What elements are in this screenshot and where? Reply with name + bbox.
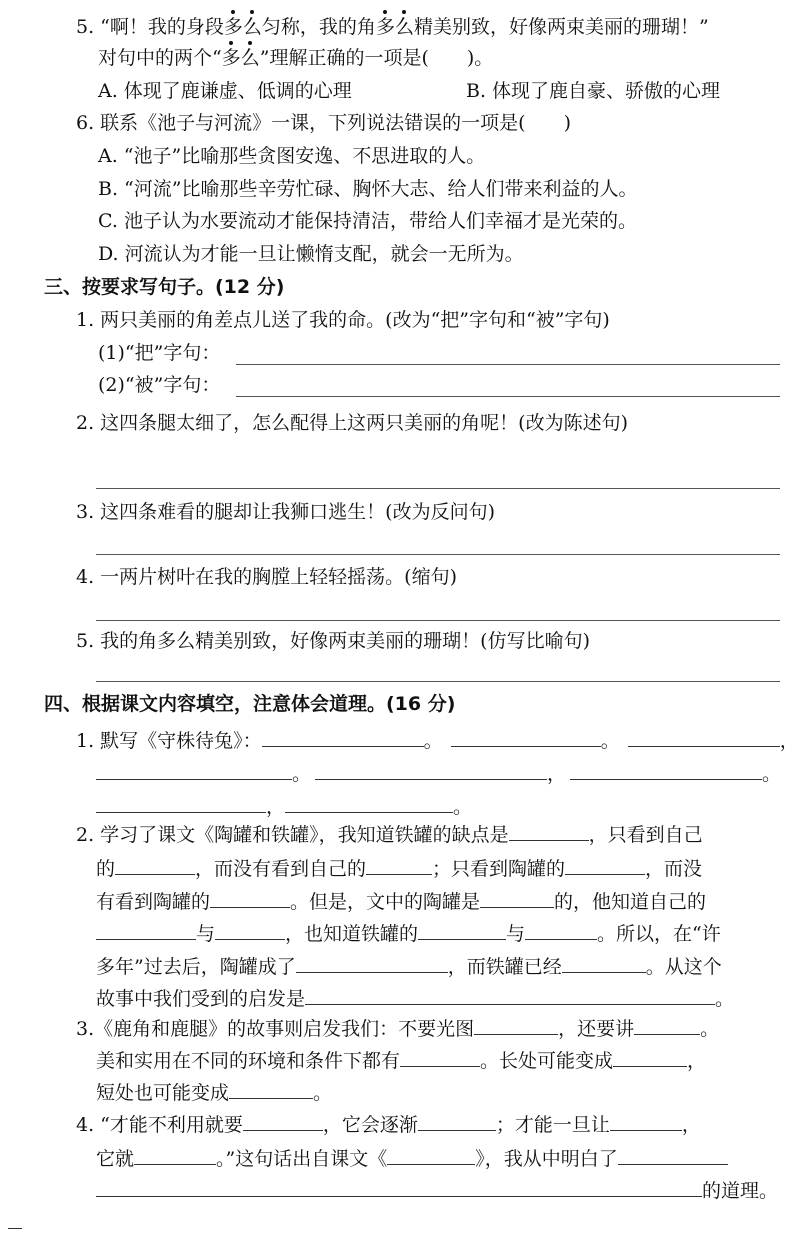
blank[interactable] [451, 724, 601, 747]
emphasis-dot-char: 么 [243, 12, 262, 42]
sec4-q2-line3: 有看到陶罐的 。但是，文中的陶罐是 的，他知道自己的 [96, 885, 706, 917]
blank[interactable] [565, 852, 645, 875]
sec3-q1-bei-label: (2)“被”字句： [98, 374, 221, 396]
q5-line1: 5. “啊！我的身段多么匀称，我的角多么精美别致，好像两束美丽的珊瑚！” [76, 12, 709, 42]
blank[interactable] [96, 757, 292, 780]
sec3-q1-ba-label: (1)“把”字句： [98, 342, 221, 364]
blank[interactable] [618, 1142, 728, 1165]
blank[interactable] [613, 1044, 687, 1067]
answer-line[interactable] [96, 620, 780, 621]
blank[interactable] [96, 917, 196, 940]
blank[interactable] [480, 885, 554, 908]
blank[interactable] [418, 1108, 496, 1131]
blank[interactable] [610, 1108, 682, 1131]
blank[interactable] [96, 1174, 702, 1197]
answer-line[interactable] [236, 396, 780, 397]
q5-option-a: A. 体现了鹿谦虚、低调的心理 [98, 80, 352, 102]
emphasis-dot-char: 多 [224, 12, 243, 42]
emphasis-dot-char: 多 [222, 43, 241, 73]
blank[interactable] [525, 917, 597, 940]
sec4-q3-line2: 美和实用在不同的环境和条件下都有 。长处可能变成 ， [96, 1044, 706, 1076]
blank[interactable] [210, 885, 290, 908]
blank[interactable] [562, 950, 646, 973]
blank[interactable] [474, 1012, 558, 1035]
sec3-q5: 5. 我的角多么精美别致，好像两束美丽的珊瑚！(仿写比喻句) [76, 630, 590, 652]
sec4-q1-line3: ， 。 [96, 790, 472, 822]
sec4-q2-line2: 的 ，而没有看到自己的 ；只看到陶罐的 ，而没 [96, 852, 702, 884]
sec4-q2-line4: 与 ，也知道铁罐的 与 。所以，在“许 [96, 917, 721, 949]
sec4-q4-line3: 的道理。 [96, 1174, 778, 1206]
blank[interactable] [509, 818, 589, 841]
q5-line2: 对句中的两个“多么”理解正确的一项是( )。 [98, 43, 493, 73]
answer-line[interactable] [96, 488, 780, 489]
sec4-q3-line3: 短处也可能变成 。 [96, 1076, 332, 1108]
q5-option-b: B. 体现了鹿自豪、骄傲的心理 [466, 80, 721, 102]
blank[interactable] [628, 724, 780, 747]
blank[interactable] [285, 790, 453, 813]
sec4-q2-line5: 多年”过去后，陶罐成了 ，而铁罐已经 。从这个 [96, 950, 722, 982]
blank[interactable] [134, 1142, 216, 1165]
answer-line[interactable] [96, 681, 780, 682]
q6-option-c: C. 池子认为水要流动才能保持清洁，带给人们幸福才是光荣的。 [98, 210, 637, 232]
blank[interactable] [96, 790, 266, 813]
sec4-q4-line1: 4. “才能不利用就要 ，它会逐渐 ；才能一旦让 ， [76, 1108, 701, 1140]
answer-line[interactable] [236, 364, 780, 365]
sec4-q4-line2: 它就 。”这句话出自课文《 》，我从中明白了 [96, 1142, 728, 1174]
blank[interactable] [115, 852, 195, 875]
blank[interactable] [387, 1142, 475, 1165]
emphasis-dot-char: 么 [241, 43, 260, 73]
sec3-q4: 4. 一两片树叶在我的胸膛上轻轻摇荡。(缩句) [76, 566, 457, 588]
answer-line[interactable] [96, 554, 780, 555]
q6-option-b: B. “河流”比喻那些辛劳忙碌、胸怀大志、给人们带来利益的人。 [98, 178, 638, 200]
emphasis-dot-char: 多 [376, 12, 395, 42]
sec3-q3: 3. 这四条难看的腿却让我狮口逃生！(改为反问句) [76, 501, 495, 523]
sec3-q2: 2. 这四条腿太细了，怎么配得上这两只美丽的角呢！(改为陈述句) [76, 412, 628, 434]
sec4-q3-line1: 3.《鹿角和鹿腿》的故事则启发我们：不要光图 ，还要讲 。 [76, 1012, 719, 1044]
blank[interactable] [418, 917, 506, 940]
blank[interactable] [570, 757, 762, 780]
blank[interactable] [229, 1076, 313, 1099]
q6-stem: 6. 联系《池子与河流》一课，下列说法错误的一项是( ) [76, 112, 571, 134]
sec4-q1-line2: 。 ， 。 [96, 757, 781, 789]
blank[interactable] [366, 852, 432, 875]
sec3-q1: 1. 两只美丽的角差点儿送了我的命。(改为“把”字句和“被”字句) [76, 309, 610, 331]
section-4-title: 四、根据课文内容填空，注意体会道理。(16 分) [44, 693, 456, 715]
blank[interactable] [262, 724, 424, 747]
sec4-q2-line6: 故事中我们受到的启发是 。 [96, 982, 734, 1014]
page-corner-mark [8, 1228, 22, 1229]
sec4-q1-line1: 1. 默写《守株待兔》： 。 。 ， [76, 724, 799, 756]
blank[interactable] [305, 982, 715, 1005]
blank[interactable] [634, 1012, 700, 1035]
blank[interactable] [400, 1044, 480, 1067]
section-3-title: 三、按要求写句子。(12 分) [44, 276, 285, 298]
blank[interactable] [215, 917, 285, 940]
blank[interactable] [315, 757, 547, 780]
blank[interactable] [243, 1108, 323, 1131]
blank[interactable] [296, 950, 448, 973]
q6-option-d: D. 河流认为才能一旦让懒惰支配，就会一无所为。 [98, 243, 524, 265]
emphasis-dot-char: 么 [395, 12, 414, 42]
sec4-q2-line1: 2. 学习了课文《陶罐和铁罐》，我知道铁罐的缺点是 ，只看到自己 [76, 818, 703, 850]
q6-option-a: A. “池子”比喻那些贪图安逸、不思进取的人。 [98, 145, 486, 167]
